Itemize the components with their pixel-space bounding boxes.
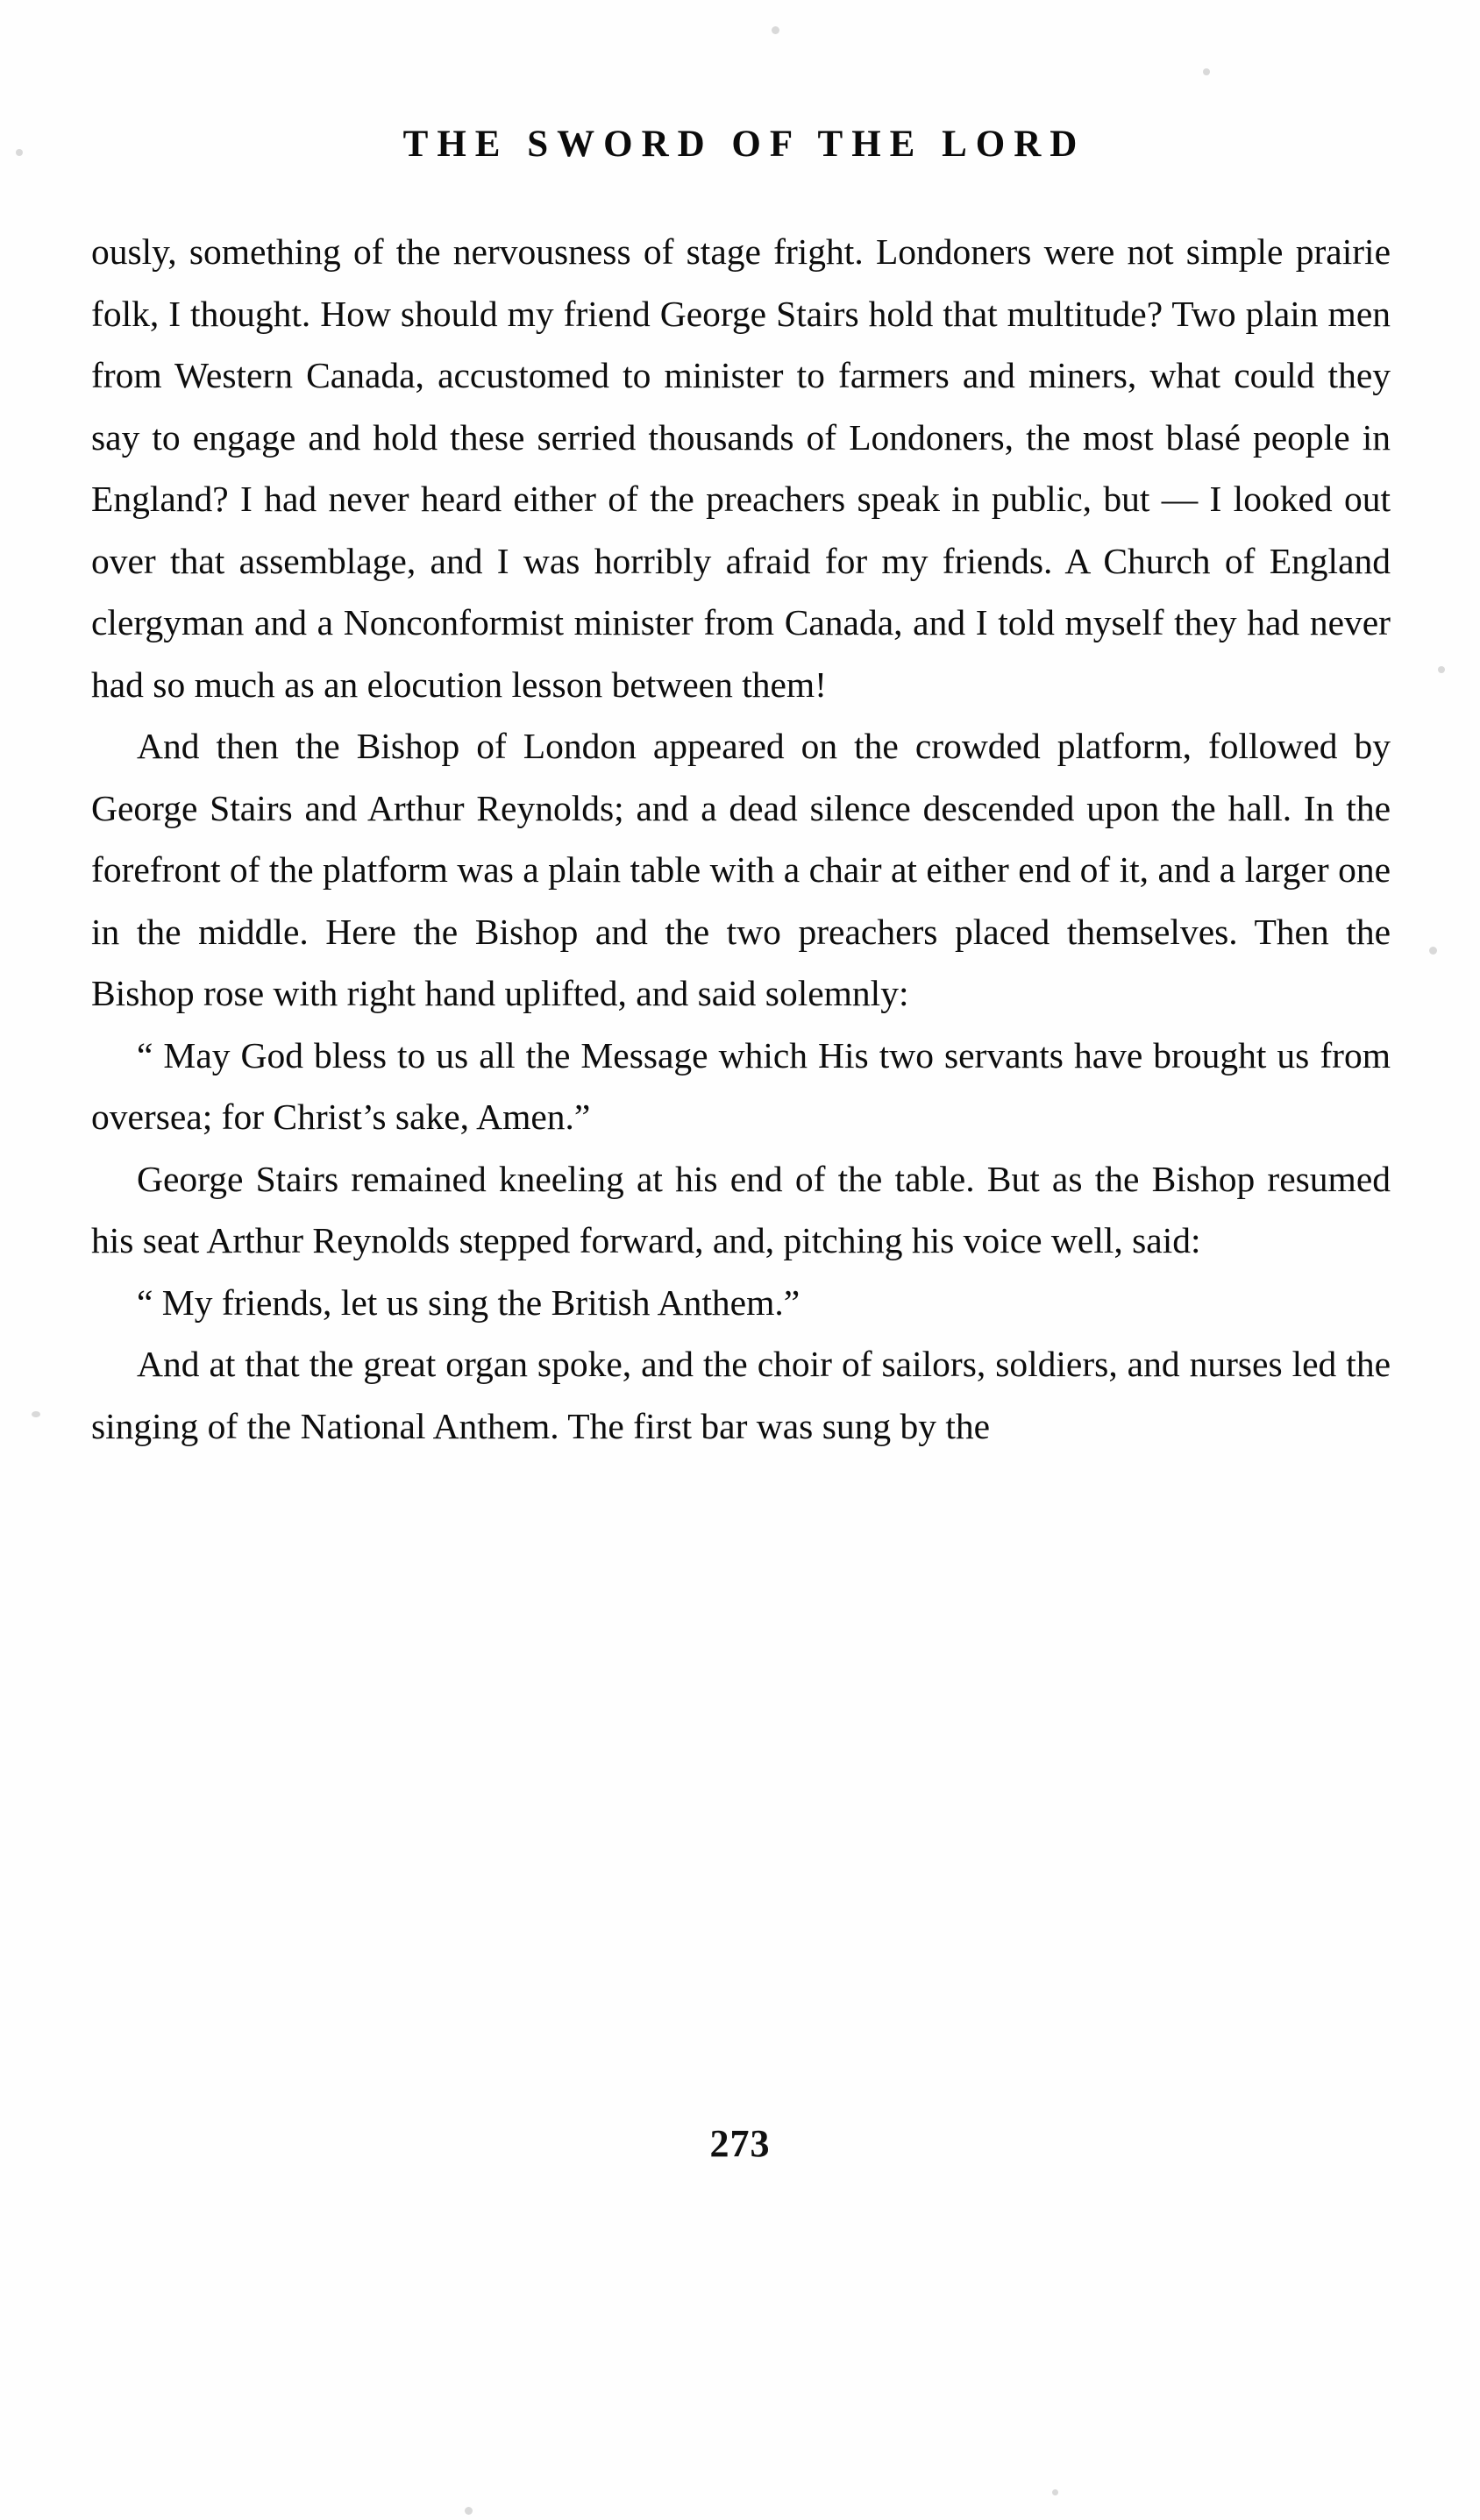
paragraph: George Stairs remained kneeling at his end of the table. But as the Bishop resumed his seat Arthur Reynolds stepped forward, and, pitching his voice well, said: <box>91 1158 1391 1260</box>
scan-speck <box>465 2507 473 2515</box>
scan-speck <box>772 26 779 34</box>
body-text <box>91 221 1391 1457</box>
paragraph: “ My friends, let us sing the British Anthem.” <box>137 1281 800 1323</box>
scan-speck <box>32 1411 40 1417</box>
page-number: 273 <box>709 2122 771 2165</box>
scan-speck <box>1438 666 1445 673</box>
paragraph: ously, something of the nervousness of stage fright. Londoners were not simple prairie folk, I thought. How should my friend George Stairs hold that multitude? Two plain men from Western Canada, accustomed to minister to farmers and miners, what could they say to engage and hold these serried thousands of Londoners, the most blasé people in England? I had never heard either of the preachers speak in public, but — I looked out over that assemblage, and I was horribly afraid for my friends. A Church of England clergyman and a Nonconformist minister from Canada, and I told myself they had never had so much as an elocution lesson between them! <box>91 231 1391 705</box>
paragraph: And then the Bishop of London appeared on the crowded platform, followed by George Stairs and Arthur Reynolds; and a dead silence descended upon the hall. In the forefront of the platform was a plain table with a chair at either end of it, and a larger one in the middle. Here the Bishop and the two preachers placed themselves. Then the Bishop rose with right hand uplifted, and said solemnly: <box>91 726 1391 1013</box>
paragraph: “ May God bless to us all the Message which His two servants have brought us from oversea; for Christ’s sake, Amen.” <box>91 1034 1391 1137</box>
scan-speck <box>1429 947 1437 955</box>
paragraph: And at that the great organ spoke, and the choir of sailors, soldiers, and nurses led the singing of the National Anthem. The first bar was sung by the <box>91 1344 1391 1446</box>
scan-speck <box>1052 2489 1058 2495</box>
page-title: THE SWORD OF THE LORD <box>402 124 1086 165</box>
scan-speck <box>1203 68 1210 75</box>
